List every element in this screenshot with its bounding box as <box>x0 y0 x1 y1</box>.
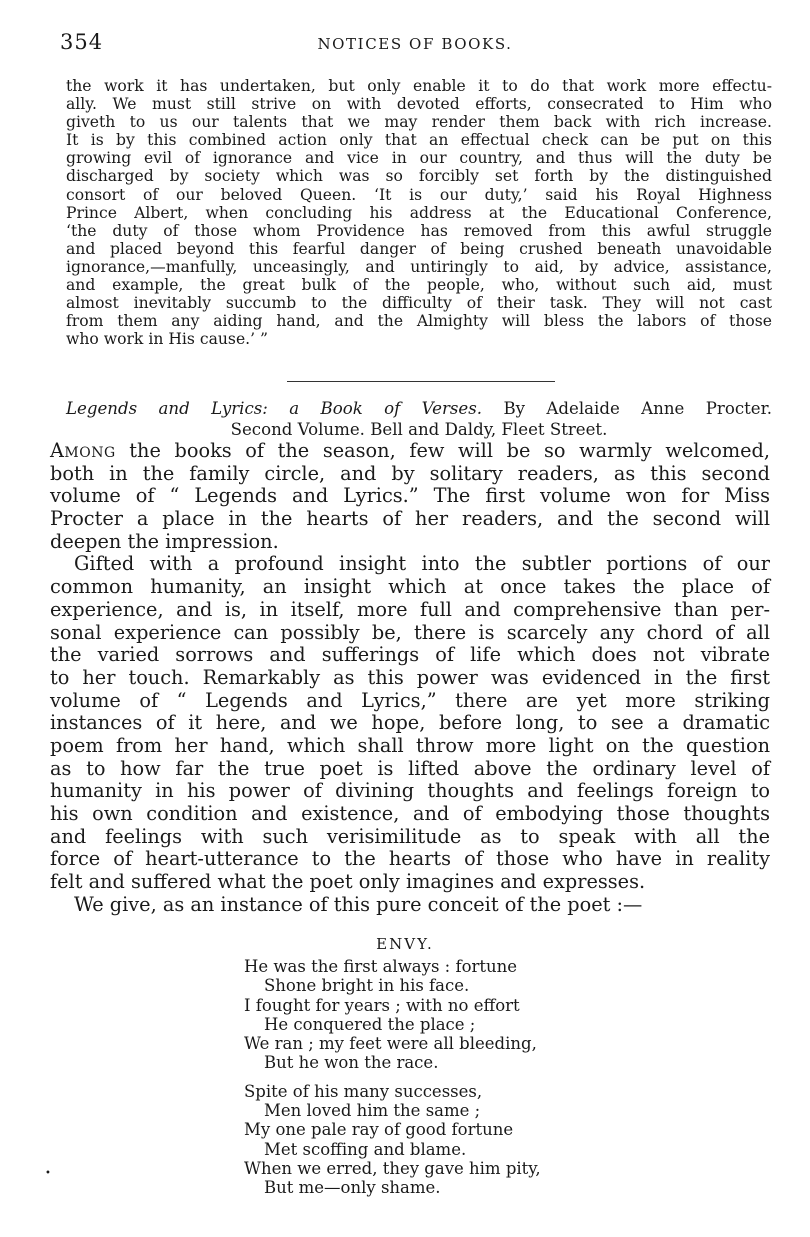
book-author: By Adelaide Anne Procter. <box>503 399 773 418</box>
review-title-line <box>66 398 772 419</box>
text-line: growing evil of ignorance and vice in our country, and thus will the duty be <box>66 149 772 168</box>
poem-line: Men loved him the same ; <box>264 1101 481 1121</box>
text-line: consort of our beloved Queen. ‘It is our duty,’ said his Royal Highness <box>66 185 772 204</box>
text-line: as to how far the true poet is lifted above the ordinary level of <box>50 756 770 780</box>
section-divider <box>287 381 555 382</box>
poem-line: But he won the race. <box>264 1053 439 1073</box>
poem-line: He was the first always : fortune <box>244 957 518 976</box>
poem-line: When we erred, they gave him pity, <box>244 1158 541 1178</box>
text-line: poem from her hand, which shall throw more light on the question <box>50 733 770 757</box>
text-line: and feelings with such verisimilitude as to speak with all the <box>50 824 770 848</box>
text-line: common humanity, an insight which at once takes the place of <box>50 575 770 599</box>
text-line: Gifted with a profound insight into the subtler portions of our <box>74 552 770 576</box>
poem-line: He conquered the place ; <box>264 1014 476 1034</box>
text-line: ally. We must still strive on with devoted efforts, consecrated to Him who <box>66 95 772 114</box>
text-line: volume of “ Legends and Lyrics,” there are yet more striking <box>50 688 770 712</box>
page-number: 354 <box>60 30 104 54</box>
text-line: volume of “ Legends and Lyrics.” The first volume won for Miss <box>50 484 770 508</box>
poem-line: Met scoffing and blame. <box>264 1139 467 1159</box>
text-span: the books of the season, few will be so warmly welcomed, <box>115 439 770 462</box>
book-title: Legends and Lyrics: a Book of Verses. <box>66 399 483 418</box>
text-line: Procter a place in the hearts of her readers, and the second will <box>50 507 770 531</box>
quote-continuation <box>66 77 772 348</box>
text-line: deepen the impression. <box>50 529 279 553</box>
text-line: the work it has undertaken, but only enable it to do that work more effectu- <box>66 77 772 95</box>
text-line: sonal experience can possibly be, there is scarcely any chord of all <box>50 620 770 644</box>
text-line: who work in His cause.’ ” <box>66 330 269 349</box>
poem-line: We ran ; my feet were all bleeding, <box>244 1034 537 1054</box>
margin-mark: • <box>45 1168 51 1179</box>
poem-line: My one pale ray of good fortune <box>244 1120 514 1140</box>
text-line: humanity in his power of divining thoughts and feelings foreign to <box>50 779 770 803</box>
text-line: to her touch. Remarkably as this power was evidenced in the first <box>50 665 770 689</box>
text-line: instances of it here, and we hope, before long, to see a dramatic <box>50 711 770 735</box>
poem-line: Shone bright in his face. <box>264 976 470 996</box>
book-publication: Second Volume. Bell and Daldy, Fleet Street. <box>230 420 608 439</box>
text-line: We give, as an instance of this pure conceit of the poet :— <box>74 892 643 916</box>
opening-word: Among <box>50 439 116 462</box>
stanza-gap <box>244 1073 541 1082</box>
text-line: ignorance,—manfully, unceasingly, and untiringly to aid, by advice, assistance, <box>66 257 772 276</box>
poem-line: But me—only shame. <box>264 1178 441 1198</box>
text-line: Prince Albert, when concluding his address at the Educational Conference, <box>66 203 772 222</box>
text-line: and placed beyond this fearful danger of being crushed beneath unavoidable <box>66 239 772 258</box>
text-line: his own condition and existence, and of embodying those thoughts <box>50 802 770 825</box>
page-header <box>60 30 770 64</box>
text-line: It is by this combined action only that an effectual check can be put on this <box>66 131 772 150</box>
text-line: giveth to us our talents that we may render them back with rich increase. <box>66 113 772 132</box>
poem-title: ENVY. <box>376 935 434 953</box>
poem-line: I fought for years ; with no effort <box>244 995 520 1015</box>
text-line: almost inevitably succumb to the difficulty of their task. They will not cast <box>66 294 772 313</box>
text-line: and example, the great bulk of the people, who, without such aid, must <box>66 276 772 295</box>
text-line: force of heart-utterance to the hearts of those who have in reality <box>50 847 770 871</box>
running-head: NOTICES OF BOOKS. <box>317 35 513 53</box>
text-line: experience, and is, in itself, more full and comprehensive than per- <box>50 597 770 621</box>
text-line: felt and suffered what the poet only imagines and expresses. <box>50 870 646 894</box>
text-line: discharged by society which was so forcibly set forth by the distinguished <box>66 167 772 186</box>
poem-line: Spite of his many successes, <box>244 1081 483 1101</box>
text-line: both in the family circle, and by solitary readers, as this second <box>50 461 770 485</box>
text-line: the varied sorrows and sufferings of life which does not vibrate <box>50 643 770 667</box>
text-line: ‘the duty of those whom Providence has removed from this awful struggle <box>66 221 772 240</box>
text-line: from them any aiding hand, and the Almighty will bless the labors of those <box>66 312 772 331</box>
poem <box>244 957 541 1198</box>
text-line <box>50 440 770 463</box>
review-body <box>50 440 770 916</box>
review-heading <box>66 398 772 440</box>
